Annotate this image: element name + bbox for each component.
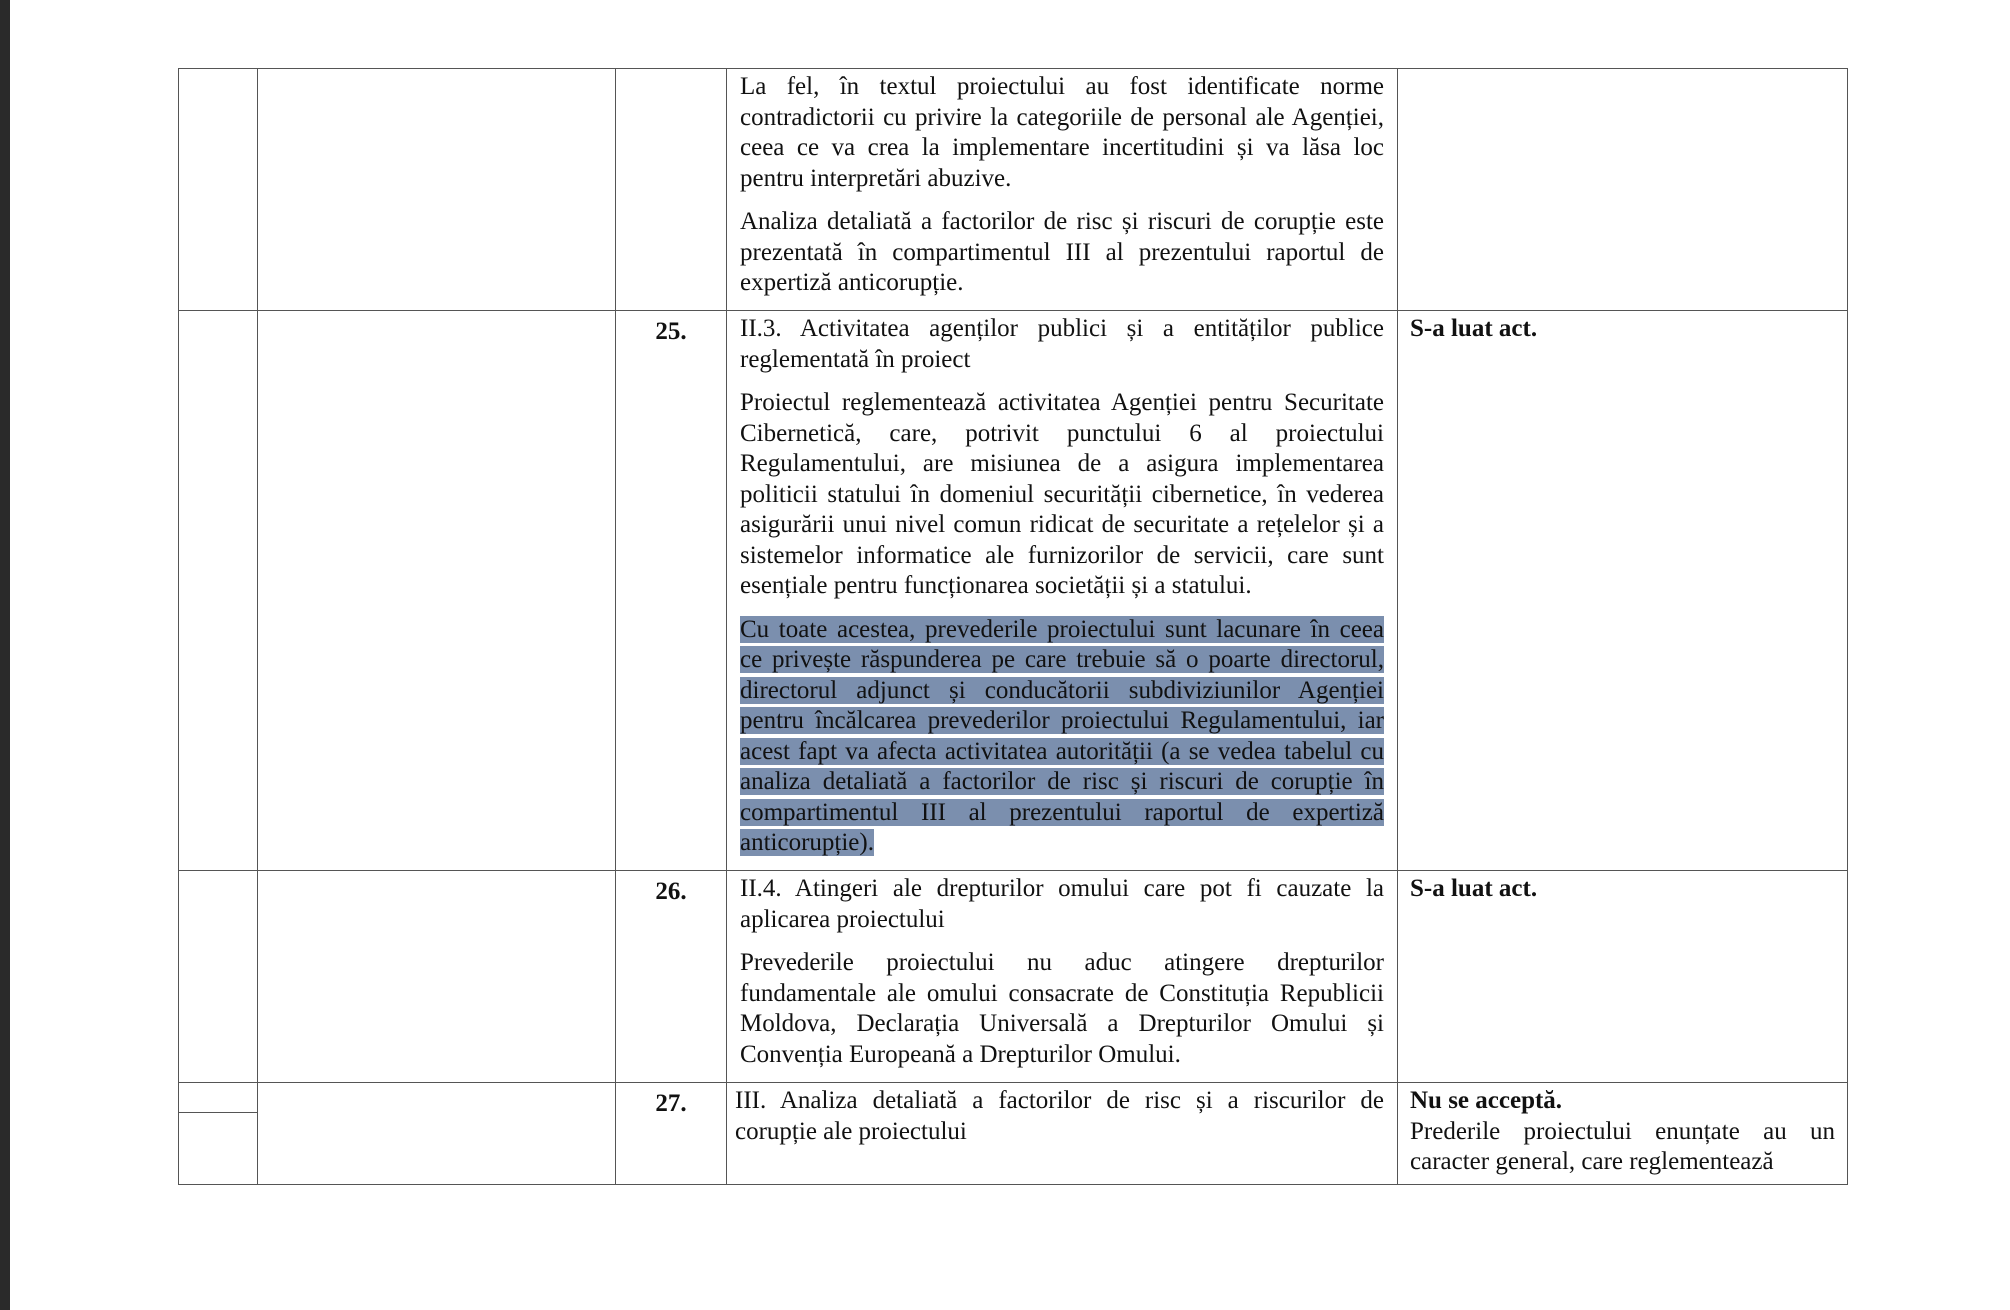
text-selection[interactable]: Cu toate acestea, prevederile proiectului sunt lacunare în ceea ce privește răspunderea pe care trebuie să o poarte directorul, directorul adjunct și conducătorii subdiviziunilor Agenției pentru încălcarea prevederilor proiectului Regulamentului, iar acest fapt va afecta activitatea autorității (a se vedea tabelul cu analiza detaliată a factorilor de risc și riscuri de corupție în compartimentul III al prezentului raportul de expertiză anticorupție). bbox=[740, 615, 1384, 856]
empty-cell bbox=[179, 871, 258, 1083]
verdict-label: S-a luat act. bbox=[1410, 315, 1538, 342]
paragraph: Analiza detaliată a factorilor de risc și riscuri de corupție este prezentată în compartimentul III al prezentului raportul de expertiză anticorupție. bbox=[740, 208, 1384, 296]
row-number: 27. bbox=[616, 1083, 727, 1185]
window-edge bbox=[0, 0, 10, 1310]
document-table bbox=[178, 68, 1848, 1185]
empty-cell bbox=[258, 1083, 616, 1185]
paragraph: II.4. Atingeri ale drepturilor omului care pot fi cauzate la aplicarea proiectului bbox=[740, 875, 1384, 933]
paragraph: II.3. Activitatea agenților publici și a entităților publice reglementată în proiect bbox=[740, 315, 1384, 373]
paragraph: La fel, în textul proiectului au fost identificate norme contradictorii cu privire la categoriile de personal ale Agenției, ceea ce va crea la implementare incertitudini și va lăsa loc pentru interpretări abuzive. bbox=[740, 73, 1384, 192]
row-number bbox=[616, 69, 727, 311]
verdict-label: Nu se acceptă. bbox=[1410, 1087, 1563, 1114]
split-cell bbox=[179, 1083, 258, 1185]
row-verdict bbox=[1398, 311, 1848, 871]
row-content bbox=[727, 69, 1398, 311]
row-verdict bbox=[1398, 69, 1848, 311]
empty-cell bbox=[179, 311, 258, 871]
row-number: 26. bbox=[616, 871, 727, 1083]
table-row bbox=[179, 311, 1848, 871]
empty-cell bbox=[258, 871, 616, 1083]
table-row bbox=[179, 69, 1848, 311]
row-verdict bbox=[1398, 871, 1848, 1083]
verdict-label: S-a luat act. bbox=[1410, 875, 1538, 902]
table-row bbox=[179, 871, 1848, 1083]
cell-divider bbox=[179, 1083, 257, 1113]
empty-cell bbox=[258, 311, 616, 871]
row-number: 25. bbox=[616, 311, 727, 871]
table-row bbox=[179, 1083, 1848, 1185]
empty-cell bbox=[179, 69, 258, 311]
empty-cell bbox=[258, 69, 616, 311]
row-content bbox=[727, 1083, 1398, 1185]
paragraph: III. Analiza detaliată a factorilor de risc și a riscurilor de corupție ale proiectului bbox=[735, 1087, 1384, 1145]
row-content bbox=[727, 871, 1398, 1083]
highlighted-paragraph[interactable] bbox=[740, 615, 1384, 859]
paragraph: Prevederile proiectului nu aduc atingere drepturilor fundamentale ale omului consacrate de Constituția Republicii Moldova, Declarația Universală a Drepturilor Omului și Convenția Europeană a Drepturilor Omului. bbox=[740, 949, 1384, 1068]
row-verdict bbox=[1398, 1083, 1848, 1185]
paragraph: Proiectul reglementează activitatea Agenției pentru Securitate Cibernetică, care, potrivit punctului 6 al proiectului Regulamentului, are misiunea de a asigura implementarea politicii statului în domeniul securității cibernetice, în vederea asigurării unui nivel comun ridicat de securitate a rețelelor și a sistemelor informatice ale furnizorilor de servicii, care sunt esențiale pentru funcționarea societății și a statului. bbox=[740, 389, 1384, 599]
row-content bbox=[727, 311, 1398, 871]
verdict-text: Prederile proiectului enunțate au un caracter general, care reglementează bbox=[1410, 1117, 1835, 1175]
